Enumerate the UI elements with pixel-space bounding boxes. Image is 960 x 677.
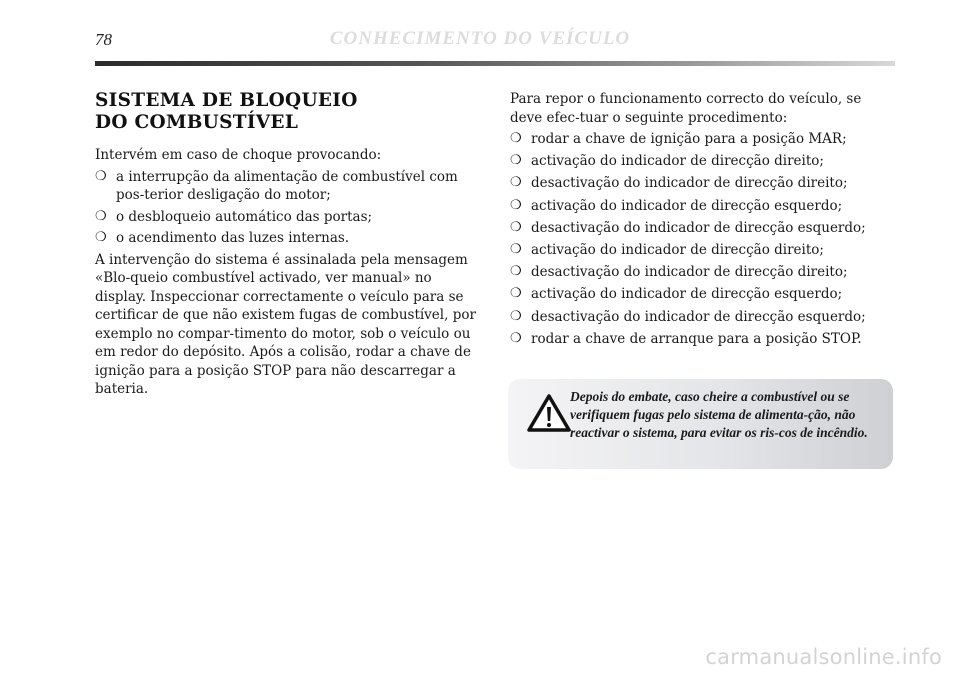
reset-procedure-list: [510, 130, 895, 348]
bullet-circle-icon: ❍: [510, 264, 522, 280]
list-item-text: activação do indicador de direcção esquerdo;: [531, 197, 843, 214]
left-paragraph: A intervenção do sistema é assinalada pela mensagem «Blo-queio combustível activado, ver manual» no display. Inspeccionar correctamente o veículo para se certificar de que não existem fugas de combustível, por exemplo no compar-timento do motor, sob o veículo ou em redor do depósito. Após a colisão, rodar a chave de ignição para a posição STOP para não descarregar a bateria.: [95, 251, 476, 397]
bullet-circle-icon: ❍: [95, 208, 107, 224]
list-item-text: o desbloqueio automático das portas;: [116, 208, 373, 225]
right-intro: Para repor o funcionamento correcto do veículo, se deve efec-tuar o seguinte procedimento:: [510, 91, 862, 126]
section-title-line-2: DO COMBUSTÍVEL: [95, 112, 299, 133]
list-item-text: desactivação do indicador de direcção direito;: [531, 175, 848, 192]
bullet-circle-icon: ❍: [510, 308, 522, 324]
list-item: [510, 130, 895, 149]
watermark: carmanualsonline.info: [705, 645, 942, 669]
list-item-text: a interrupção da alimentação de combustível com pos-terior desligação do motor;: [116, 168, 458, 203]
list-item: [95, 168, 480, 205]
list-item: [510, 285, 895, 304]
list-item: [95, 208, 480, 227]
left-intro: Intervém em caso de choque provocando:: [95, 147, 382, 163]
bullet-circle-icon: ❍: [510, 330, 522, 346]
list-item: [510, 152, 895, 171]
warning-text-block: [520, 388, 886, 442]
list-item-text: o acendimento das luzes internas.: [116, 230, 350, 246]
header-rule: [95, 61, 895, 66]
warning-text: Depois do embate, caso cheire a combustível ou se verifiquem fugas pelo sistema de alimenta-ção, não reactivar o sistema, para evitar os ris-cos de incêndio.: [570, 389, 868, 440]
right-column: [510, 90, 895, 352]
bullet-circle-icon: ❍: [510, 131, 522, 146]
list-item-text: activação do indicador de direcção esquerdo;: [531, 286, 843, 303]
bullet-circle-icon: ❍: [510, 153, 522, 169]
icon-spacer: [520, 388, 570, 440]
list-item: [95, 229, 480, 248]
bullet-circle-icon: ❍: [510, 286, 522, 302]
list-item: [510, 308, 895, 327]
list-item-text: rodar a chave de ignição para a posição MAR;: [531, 131, 847, 147]
list-item: [510, 241, 895, 260]
list-item-text: desactivação do indicador de direcção direito;: [531, 264, 848, 281]
list-item: [510, 219, 895, 238]
bullet-circle-icon: ❍: [95, 168, 107, 184]
bullet-circle-icon: ❍: [95, 230, 107, 245]
bullet-circle-icon: ❍: [510, 197, 522, 213]
list-item-text: activação do indicador de direcção direito;: [531, 241, 824, 258]
list-item-text: desactivação do indicador de direcção esquerdo;: [531, 219, 866, 236]
list-item-text: activação do indicador de direcção direito;: [531, 153, 824, 170]
list-item: [510, 263, 895, 282]
list-item-text: desactivação do indicador de direcção esquerdo;: [531, 308, 866, 325]
bullet-circle-icon: ❍: [510, 219, 522, 235]
section-title: [95, 90, 480, 134]
list-item: [510, 197, 895, 216]
section-title-line-1: SISTEMA DE BLOQUEIO: [95, 90, 358, 111]
bullet-circle-icon: ❍: [510, 241, 522, 257]
list-item: [510, 174, 895, 193]
list-item: [510, 330, 895, 349]
left-column: [95, 90, 480, 399]
warning-box: [508, 379, 893, 469]
impact-effects-list: [95, 168, 480, 248]
list-item-text: rodar a chave de arranque para a posição STOP.: [531, 330, 862, 347]
running-header-title: CONHECIMENTO DO VEÍCULO: [329, 28, 631, 49]
bullet-circle-icon: ❍: [510, 175, 522, 191]
page-number: 78: [95, 30, 112, 49]
